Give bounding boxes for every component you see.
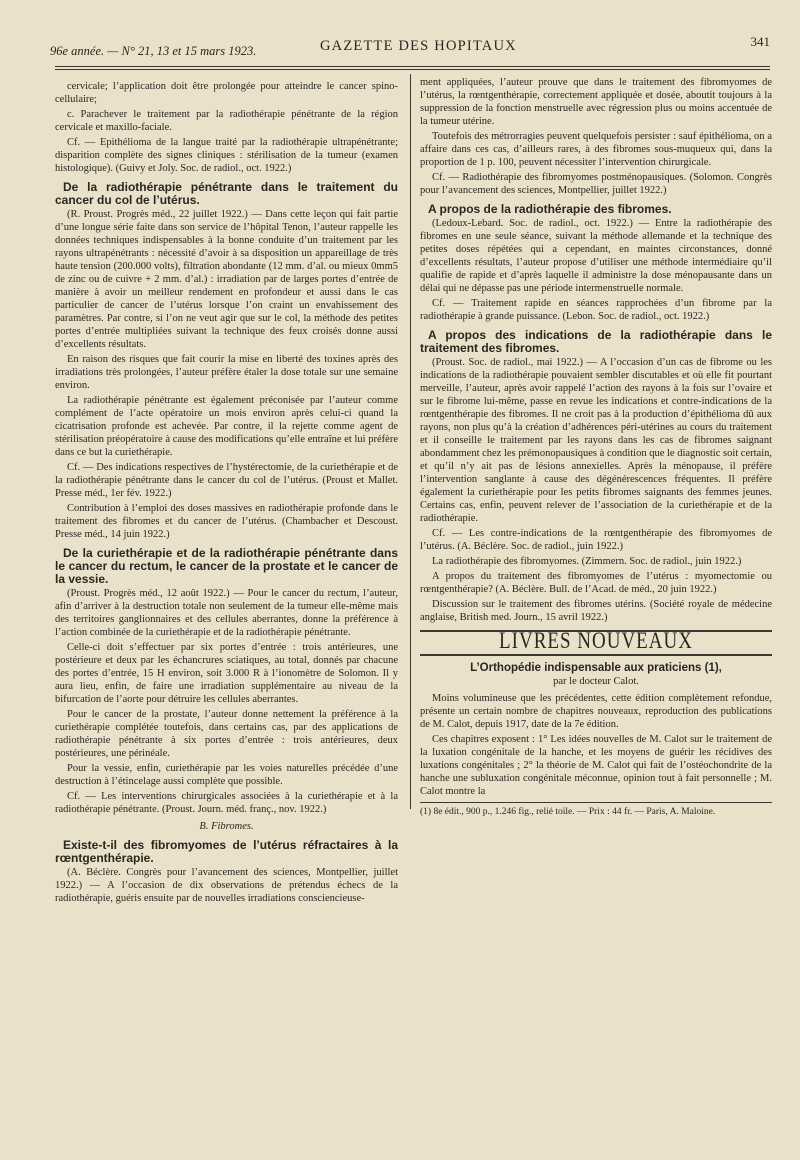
paragraph: (R. Proust. Progrès méd., 22 juillet 1922.) — Dans cette leçon qui fait partie d’une longue série faite dans son service de l’hôpital Tenon, l’auteur rappelle les données techniques indispensables à la bonne conduite d’un traitement par les rayons ultrapénétrants : nécessité d’avoir à sa disposition un appareillage de très haute tension (200.000 volts), filtration abondante (12 mm. d’al. ou mieux 0mm5 de zinc ou de cuivre + 2 mm. d’al.) : irradiation par de larges portes d’entrée de manière à avoir un meilleur rendement en profondeur et aussi dans le cas particulier de cancer de l’utérus lorsque l’on craint un envahissement des paramètres. Par contre, si l’on ne veut agir que sur le col, la méthode des petites portes d’entrée multipliées suivant la technique des feux croisés donne aussi d’excellents résultats. bbox=[55, 209, 398, 350]
paragraph: En raison des risques que fait courir la mise en liberté des toxines après des irradiations très prolongées, l’auteur préfère étaler la dose totale sur une semaine environ. bbox=[55, 354, 398, 391]
book-title: L’Orthopédie indispensable aux praticiens (1), bbox=[470, 662, 722, 674]
book-paragraph: Ces chapitres exposent : 1° Les idées nouvelles de M. Calot sur le traitement de la luxation congénitale de la hanche, et les moyens de guérir les récidives des luxations congénitales ; 2° la théorie de M. Calot qui fait de l’ostéochondrite de la hanche une subluxation congénitale méconnue, opinion tout à fait personnelle ; M. Calot montre la bbox=[420, 734, 772, 797]
article-heading: Existe-t-il des fibromyomes de l’utérus réfractaires à la rœntgenthérapie. bbox=[55, 838, 398, 865]
page-number: 341 bbox=[750, 34, 770, 49]
issue-info: 96e année. — N° 21, 13 et 15 mars 1923. bbox=[50, 44, 257, 58]
paragraph: La radiothérapie des fibromyomes. (Zimmern. Soc. de radiol., juin 1922.) bbox=[432, 556, 742, 567]
paragraph: Cf. — Les interventions chirurgicales associées à la curiethérapie et à la radiothérapie pénétrante. (Proust. Journ. méd. franç., nov. 1922.) bbox=[55, 791, 398, 815]
paragraph: Pour la vessie, enfin, curiethérapie par les voies naturelles précédée d’une destruction à l’étincelage aussi complète que possible. bbox=[55, 763, 398, 787]
footnote: (1) 8e édit., 900 p., 1.246 fig., relié toile. — Prix : 44 fr. — Paris, A. Maloine. bbox=[420, 802, 772, 818]
paragraph: Cf. — Traitement rapide en séances rapprochées d’un fibrome par la radiothérapie à grande puissance. (Lebon. Soc. de radiol., oct. 1922.) bbox=[420, 298, 772, 322]
paragraph: Toutefois des métrorragies peuvent quelquefois persister : sauf épithélioma, on a affaire dans ces cas, d’ailleurs rares, à des fibromes sous-muqueux qui, dans la proportion de 1 p. 100, peuvent nécessiter l’intervention chirurgicale. bbox=[420, 131, 772, 168]
section-subheading: B. Fibromes. bbox=[199, 821, 254, 832]
paragraph: La radiothérapie pénétrante est également préconisée par l’auteur comme complément de l’acte opératoire un mois environ après celui-ci quand la cicatrisation profonde est achevée. Par contre, il la rejette comme agent de stérilisation préopératoire à cause des modifications qu’elle entraîne et lui préfère dans ce but la curiethérapie. bbox=[55, 395, 398, 458]
paragraph: Discussion sur le traitement des fibromes utérins. (Société royale de médecine anglaise, British med. Journ., 15 avril 1922.) bbox=[420, 599, 772, 623]
article-heading: De la curiethérapie et de la radiothérapie pénétrante dans le cancer du rectum, le cancer de la prostate et le cancer de la vessie. bbox=[55, 546, 398, 586]
journal-title: GAZETTE DES HOPITAUX bbox=[320, 38, 517, 54]
livres-nouveaux-title: LIVRES NOUVEAUX bbox=[499, 628, 693, 655]
paragraph: A propos du traitement des fibromyomes de l’utérus : myomectomie ou rœntgenthérapie? (A. Béclère. Bull. de l’Acad. de méd., 20 juin 1922.) bbox=[420, 571, 772, 595]
paragraph: Celle-ci doit s’effectuer par six portes d’entrée : trois antérieures, une postérieure et deux par les échancrures sciatiques, au total, donnés par chacune des portes d’entrée, 15 H environ, soit 3.000 R à l’ionomètre de Solomon. Il y aura lieu, enfin, de faire une irradiation supplémentaire au niveau de la bifurcation de l’aorte pour détruire les cellules aberrantes. bbox=[55, 642, 398, 705]
paragraph: (Ledoux-Lebard. Soc. de radiol., oct. 1922.) — Entre la radiothérapie des fibromes en une seule séance, suivant la méthode allemande et la technique des petites doses répétées qui a cependant, en maintes circonstances, donné d’excellents résultats, l’auteur propose d’utiliser une méthode intermédiaire qu’il qualifie de rapide et d’après laquelle il administre la dose ménopausante dans un délai qui ne dépasse pas une période intermenstruelle normale. bbox=[420, 218, 772, 294]
article-heading: A propos des indications de la radiothérapie dans le traitement des fibromes. bbox=[420, 328, 772, 355]
book-paragraph: Moins volumineuse que les précédentes, cette édition complètement refondue, présente un certain nombre de chapitres nouveaux, reproduction des publications de M. Calot, depuis 1917, date de la 7e édition. bbox=[420, 693, 772, 730]
paragraph: c. Parachever le traitement par la radiothérapie pénétrante de la région cervicale et maxillo-faciale. bbox=[55, 109, 398, 133]
right-column bbox=[420, 76, 772, 1146]
column-divider bbox=[410, 74, 411, 809]
paragraph: Pour le cancer de la prostate, l’auteur donne nettement la préférence à la curiethérapie complétée toutefois, dans certains cas, par des applications de radiothérapie pénétrante à six portes d’entrée : trois antérieures, deux postérieures, une périnéale. bbox=[55, 709, 398, 759]
paragraph: Cf. — Epithélioma de la langue traité par la radiothérapie ultrapénétrante; disparition complète des signes cliniques : stérilisation de la tumeur (examen histologique). (Guivy et Joly. Soc. de radiol., oct. 1922.) bbox=[55, 137, 398, 174]
paragraph: (Proust. Progrès méd., 12 août 1922.) — Pour le cancer du rectum, l’auteur, afin d’arriver à la destruction totale non seulement de la tumeur elle-même mais des territoires ganglionnaires et des cellules aberrantes, donne la préférence à l’action combinée de la curiethérapie et de la radiothérapie pénétrante. bbox=[55, 588, 398, 638]
paragraph: (Proust. Soc. de radiol., mai 1922.) — A l’occasion d’un cas de fibrome ou les indications de la radiothérapie pouvaient sembler discutables et où elle fit pourtant merveille, l’auteur, après avoir rappelé l’action des rayons à la fois sur l’ovaire et sur le fibrome lui-même, passe en revue les indications et contre-indications de la rœntgenthérapie des fibromes. Il ne croit pas à la production d’épithélioma dû aux rayons, non plus qu’à la création d’adhérences péri-utérines au cours du traitement et il conseille le traitement par les rayons dans les cas de fibromes saignant abondamment chez les prémonopausiques à condition que le diagnostic soit certain, et qu’il n’y ait pas de lésions annexielles. Après la ménopause, il préfère l’intervention sanglante à cause des dégénérescences fréquentes. Il préfère également la curiethérapie pour les petits fibromes saignants des femmes jeunes. Certains cas, enfin, peuvent relever de l’association de la curiethérapie et de la radiothérapie. bbox=[420, 357, 772, 524]
book-author: par le docteur Calot. bbox=[553, 676, 639, 687]
article-heading: A propos de la radiothérapie des fibromes. bbox=[428, 202, 672, 216]
right-articles bbox=[420, 76, 772, 624]
paragraph: Cf. — Radiothérapie des fibromyomes postménopausiques. (Solomon. Congrès pour l’avancement des sciences, Montpellier, juillet 1922.) bbox=[420, 172, 772, 196]
paragraph: Contribution à l’emploi des doses massives en radiothérapie profonde dans le traitement des fibromes et du cancer de l’utérus. (Chambacher et Descoust. Presse méd., 14 juin 1922.) bbox=[55, 503, 398, 540]
paragraph: Cf. — Des indications respectives de l’hystérectomie, de la curiethérapie et de la radiothérapie pénétrante dans le cancer du col de l’utérus. (Proust et Mallet. Presse méd., 1er fév. 1922.) bbox=[55, 462, 398, 499]
header-rule-2 bbox=[55, 69, 770, 70]
livres-nouveaux-banner bbox=[420, 630, 772, 656]
paragraph: ment appliquées, l’auteur prouve que dans le traitement des fibromyomes de l’utérus, la rœntgenthérapie, correctement appliquée et dosée, aboutit toujours à la suppression de la fonction menstruelle avec régression plus ou moins accentuée de la tumeur utérine. bbox=[420, 77, 772, 127]
paragraph: (A. Béclère. Congrès pour l’avancement des sciences, Montpellier, juillet 1922.) — A l’occasion de dix observations de prétendus échecs de la radiothérapie, guéris ensuite par de nouvelles irradiations consciencieuse- bbox=[55, 867, 398, 904]
paragraph: cervicale; l’application doit être prolongée pour atteindre le cancer spino-cellulaire; bbox=[55, 81, 398, 105]
header-rule bbox=[55, 66, 770, 67]
article-heading: De la radiothérapie pénétrante dans le traitement du cancer du col de l’utérus. bbox=[55, 180, 398, 207]
left-column bbox=[55, 80, 398, 1150]
paragraph: Cf. — Les contre-indications de la rœntgenthérapie des fibromyomes de l’utérus. (A. Béclère. Soc. de radiol., juin 1922.) bbox=[420, 528, 772, 552]
page-header bbox=[50, 34, 770, 60]
